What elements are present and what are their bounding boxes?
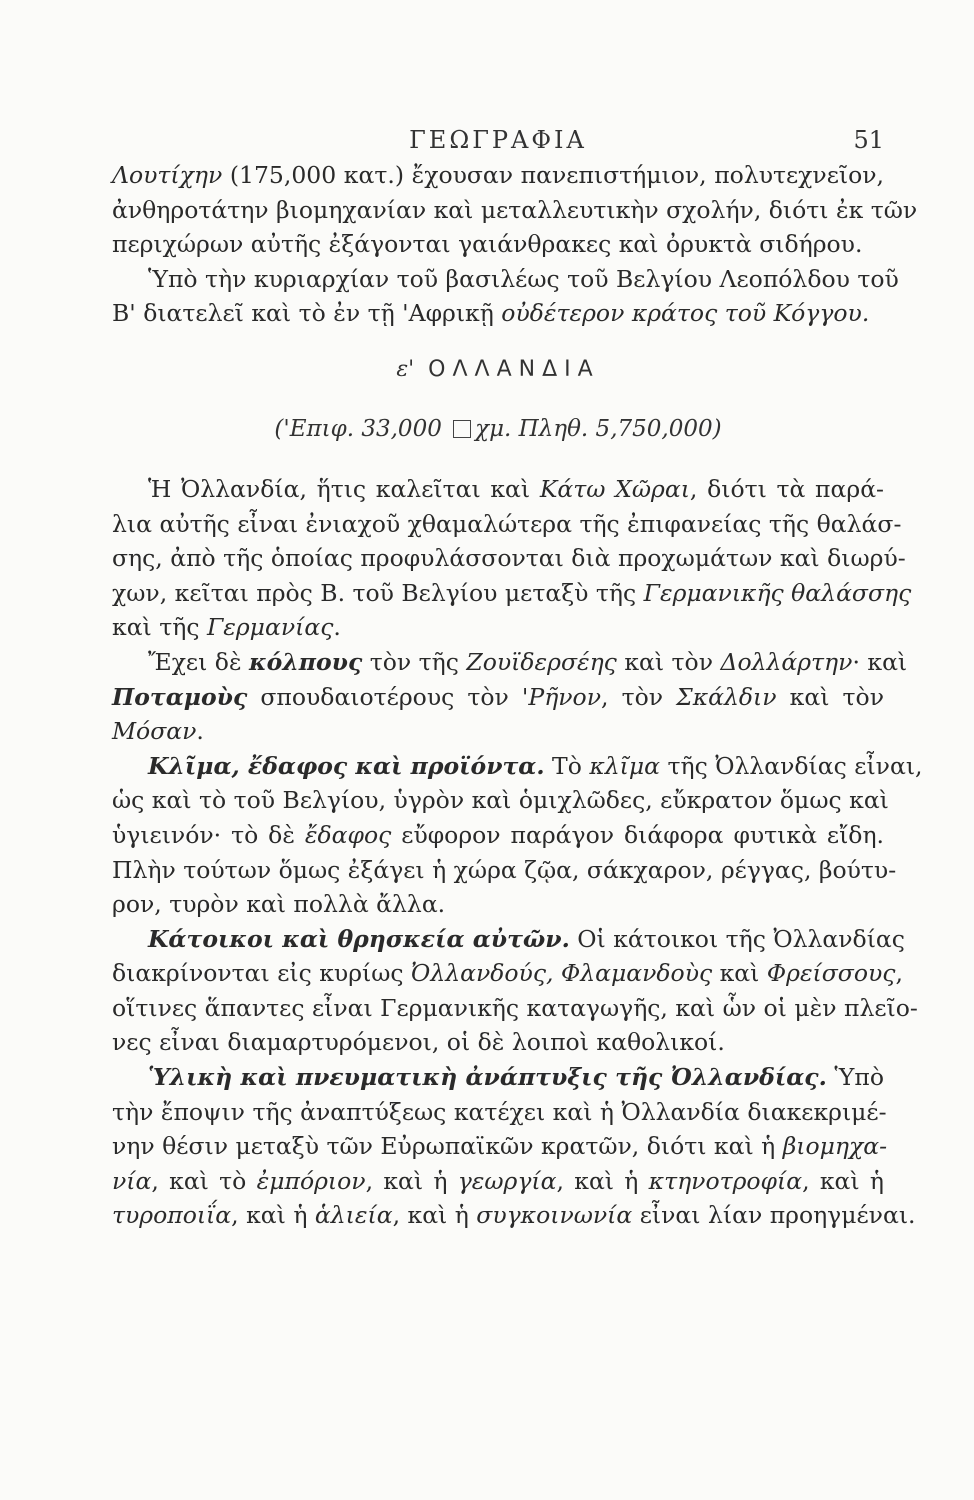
text-line: χων, κεῖται πρὸς Β. τοῦ Βελγίου μεταξὺ τῆς Γερμανικῆς θαλάσσης bbox=[112, 578, 912, 607]
text-line: Ἡ Ὀλλανδία, ἥτις καλεῖται καὶ Κάτω Χῶραι, διότι τὰ παρά- bbox=[148, 474, 884, 503]
text-line: σης, ἀπὸ τῆς ὁποίας προφυλάσσονται διὰ προχωμάτων καὶ διωρύ- bbox=[112, 544, 906, 573]
intro-paragraphs bbox=[112, 158, 918, 331]
page-header bbox=[112, 118, 884, 158]
text-line: Μόσαν. bbox=[112, 717, 204, 746]
text-line: καὶ τῆς Γερμανίας. bbox=[112, 613, 341, 642]
text-line: νην θέσιν μεταξὺ τῶν Εὐρωπαϊκῶν κρατῶν, διότι καὶ ἡ βιομηχα- bbox=[112, 1132, 888, 1161]
text-line: νία, καὶ τὸ ἐμπόριον, καὶ ἡ γεωργία, καὶ ἡ κτηνοτροφία, καὶ ἡ bbox=[112, 1166, 884, 1195]
running-title: ΓΕΩΓΡΑΦΙΑ bbox=[409, 126, 587, 154]
text-line: Ποταμοὺς σπουδαιοτέρους τὸν 'Ρῆνον, τὸν Σκάλδιν καὶ τὸν bbox=[112, 682, 884, 711]
text-line: Ἔχει δὲ κόλπους τὸν τῆς Ζουϊδερσέης καὶ τὸν Δολλάρτην· καὶ bbox=[148, 647, 908, 676]
text-line: ὡς καὶ τὸ τοῦ Βελγίου, ὑγρὸν καὶ ὁμιχλῶδες, εὔκρατον ὅμως καὶ bbox=[112, 786, 889, 815]
country-stats bbox=[112, 416, 884, 442]
area-label: ('Επιφ. 33,000 bbox=[274, 415, 442, 442]
text-line: ρον, τυρὸν καὶ πολλὰ ἄλλα. bbox=[112, 890, 446, 919]
text-line: περιχώρων αὐτῆς ἐξάγονται γαιάνθρακες καὶ ὀρυκτὰ σιδήρου. bbox=[112, 230, 863, 259]
section-number: ε' bbox=[396, 356, 415, 382]
section-heading bbox=[112, 357, 884, 382]
page bbox=[112, 118, 923, 1233]
text-line: οἵτινες ἅπαντες εἶναι Γερμανικῆς καταγωγῆς, καὶ ὧν οἱ μὲν πλεῖο- bbox=[112, 993, 918, 1022]
text-line: Β' διατελεῖ καὶ τὸ ἐν τῇ 'Αφρικῇ οὐδέτερον κράτος τοῦ Κόγγου. bbox=[112, 299, 870, 328]
area-unit: χμ. bbox=[475, 415, 512, 442]
text-line: λια αὐτῆς εἶναι ἐνιαχοῦ χθαμαλώτερα τῆς ἐπιφανείας τῆς θαλάσ- bbox=[112, 509, 902, 538]
text-line: νες εἶναι διαμαρτυρόμενοι, οἱ δὲ λοιποὶ καθολικοί. bbox=[112, 1028, 725, 1057]
text-line: Πλὴν τούτων ὅμως ἐξάγει ἡ χώρα ζῷα, σάκχαρον, ρέγγας, βούτυ- bbox=[112, 855, 897, 884]
text-line: Ὑλικὴ καὶ πνευματικὴ ἀνάπτυξις τῆς Ὀλλανδίας. Ὑπὸ bbox=[148, 1063, 884, 1092]
text-line: διακρίνονται εἰς κυρίως Ὀλλανδούς, Φλαμανδοὺς καὶ Φρείσσους, bbox=[112, 959, 903, 988]
text-line: ὑγιεινόν· τὸ δὲ ἔδαφος εὔφορον παράγον διάφορα φυτικὰ εἴδη. bbox=[112, 820, 884, 849]
page-number: 51 bbox=[853, 126, 884, 154]
text-line: Λουτίχην (175,000 κατ.) ἔχουσαν πανεπιστήμιον, πολυτεχνεῖον, bbox=[112, 161, 884, 189]
text-line: Κάτοικοι καὶ θρησκεία αὐτῶν. Οἱ κάτοικοι τῆς Ὀλλανδίας bbox=[148, 924, 905, 953]
text-line: τυροποιΐα, καὶ ἡ ἁλιεία, καὶ ἡ συγκοινωνία εἶναι λίαν προηγμέναι. bbox=[112, 1201, 916, 1230]
text-line: Κλῖμα, ἔδαφος καὶ προϊόντα. Τὸ κλῖμα τῆς Ὀλλανδίας εἶναι, bbox=[148, 751, 923, 780]
text-line: τὴν ἔποψιν τῆς ἀναπτύξεως κατέχει καὶ ἡ Ὀλλανδία διακεκριμέ- bbox=[112, 1097, 887, 1126]
text-line: Ὑπὸ τὴν κυριαρχίαν τοῦ βασιλέως τοῦ Βελγίου Λεοπόλδου τοῦ bbox=[148, 264, 899, 293]
body-text bbox=[112, 472, 923, 1233]
section-title: ΟΛΛΑΝΔΙΑ bbox=[428, 356, 600, 382]
population-label: Πληθ. 5,750,000) bbox=[518, 415, 722, 442]
square-icon bbox=[453, 420, 471, 438]
text-line: ἀνθηροτάτην βιομηχανίαν καὶ μεταλλευτικὴν σχολήν, διότι ἐκ τῶν bbox=[112, 195, 918, 224]
